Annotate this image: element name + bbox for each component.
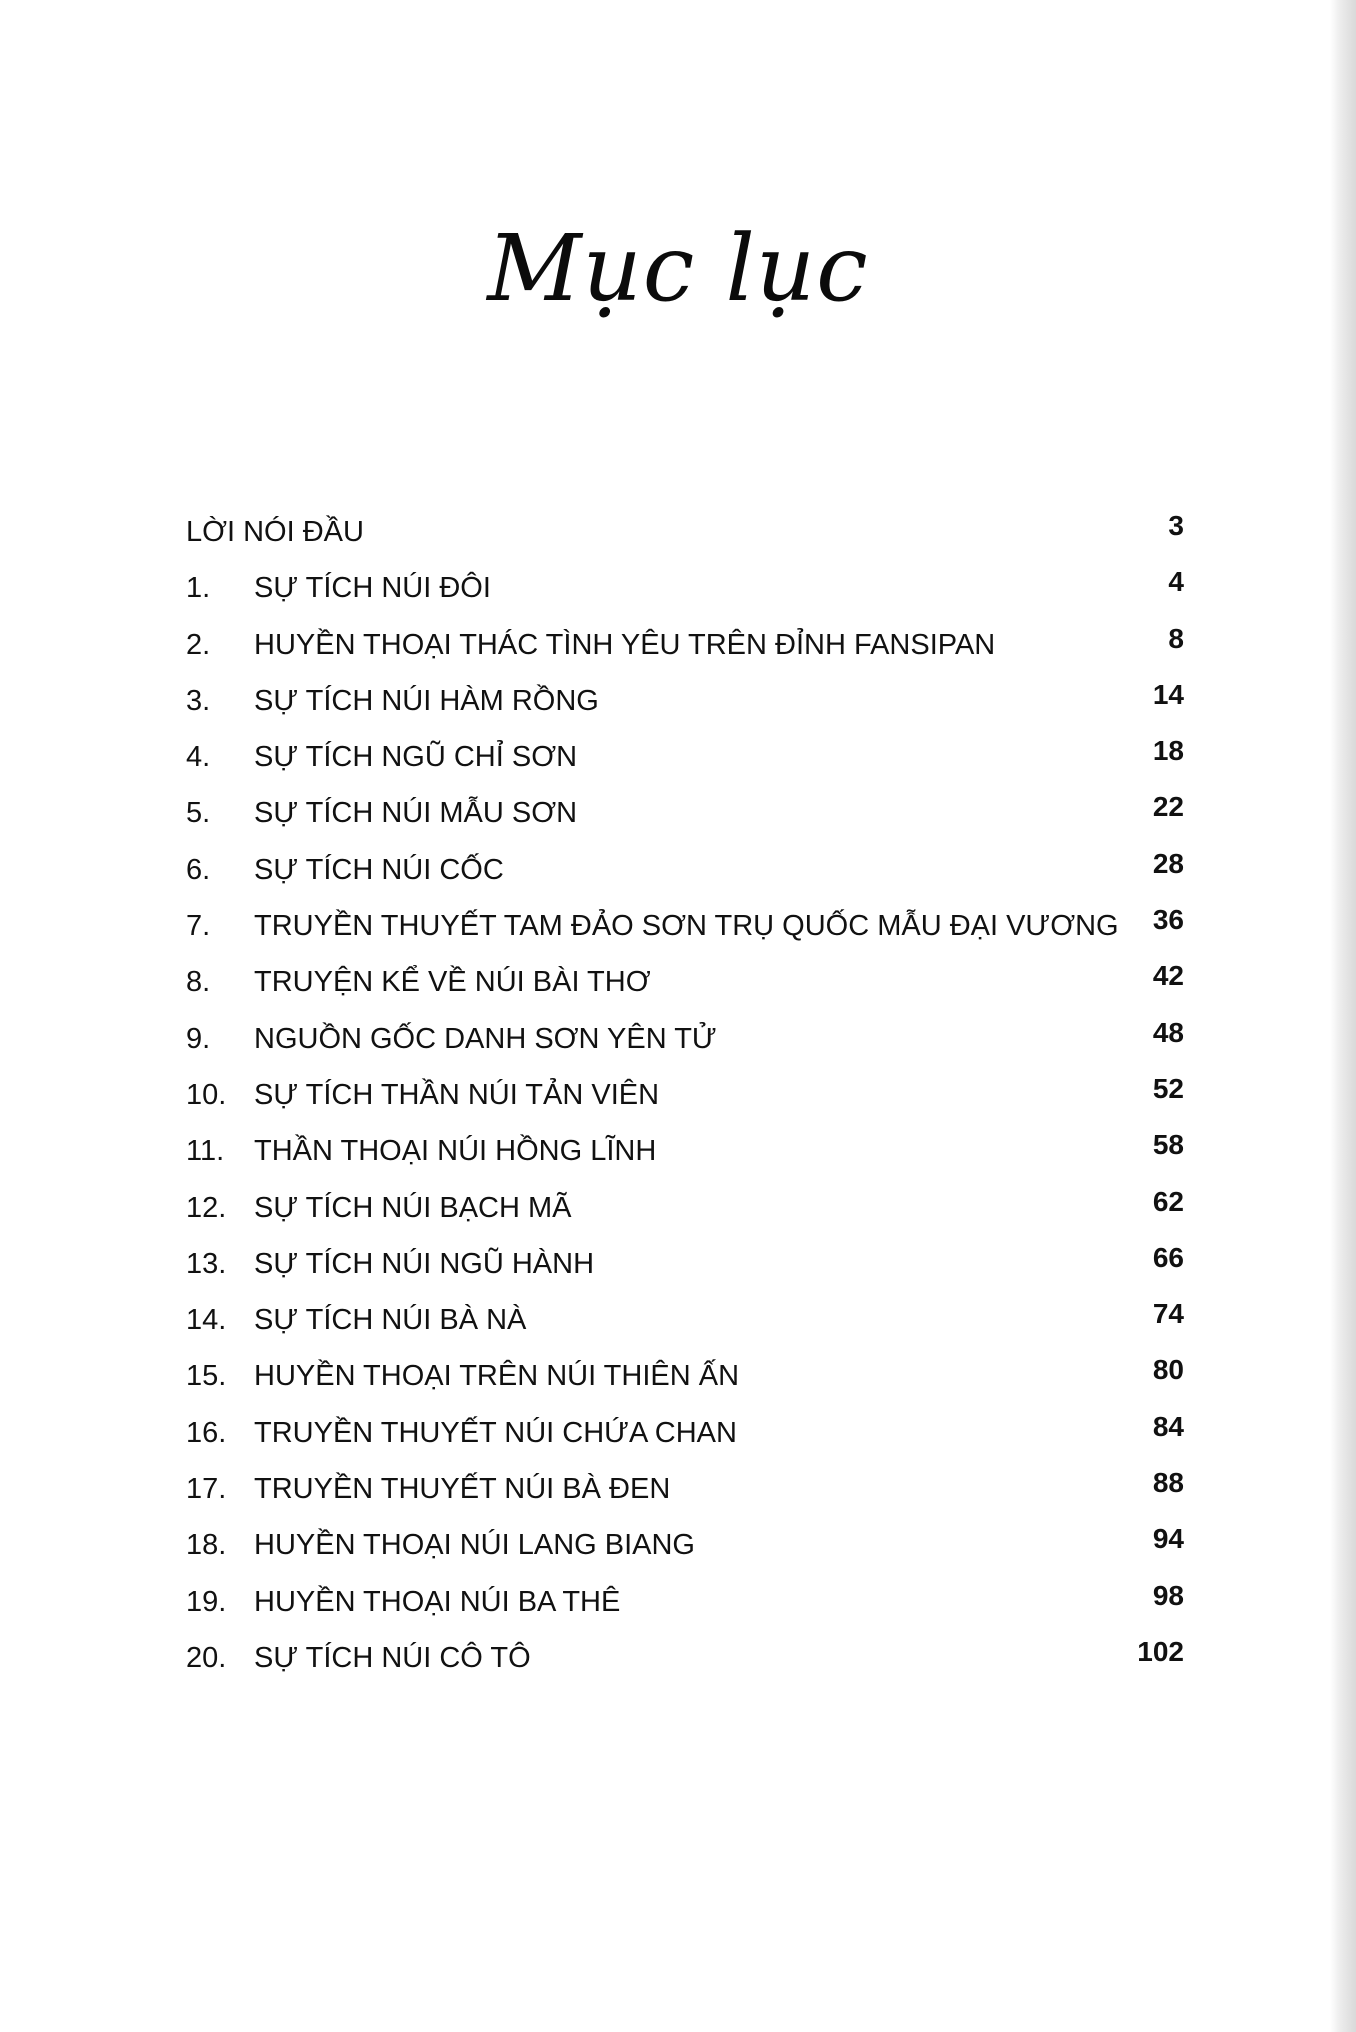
toc-entry-title: HUYỀN THOẠI NÚI BA THÊ (254, 1585, 621, 1618)
toc-entry (186, 667, 1184, 723)
toc-entry-title: SỰ TÍCH NÚI BẠCH MÃ (254, 1191, 572, 1224)
toc-entry-title: HUYỀN THOẠI THÁC TÌNH YÊU TRÊN ĐỈNH FANSIPAN (254, 628, 996, 661)
toc-entry-title: TRUYỀN THUYẾT TAM ĐẢO SƠN TRỤ QUỐC MẪU ĐẠI VƯƠNG (254, 910, 1119, 943)
toc-entry-page: 102 (1137, 1635, 1184, 1667)
toc-entry (186, 1230, 1184, 1286)
toc-entry-number: 15. (186, 1360, 227, 1393)
toc-entry (186, 948, 1184, 1004)
toc-entry-number: 20. (186, 1641, 227, 1674)
toc-entry (186, 1005, 1184, 1061)
toc-entry-number: 5. (186, 797, 211, 830)
toc-entry (186, 892, 1184, 948)
toc-entry (186, 1568, 1184, 1624)
toc-entry-page: 8 (1168, 622, 1184, 654)
toc-entry-page: 66 (1152, 1241, 1184, 1273)
toc-entry-number: 3. (186, 684, 211, 717)
toc-entry-number: 8. (186, 966, 211, 999)
toc-entry-title: LỜI NÓI ĐẦU (186, 516, 364, 548)
toc-entry-number: 13. (186, 1247, 227, 1280)
toc-entry-number: 6. (186, 853, 211, 886)
toc-entry-title: TRUYỆN KỂ VỀ NÚI BÀI THƠ (254, 966, 651, 999)
toc-entry-number: 10. (186, 1078, 227, 1111)
toc-entry-number: 14. (186, 1304, 227, 1337)
toc-entry-number: 16. (186, 1416, 227, 1449)
toc-entry-number: 17. (186, 1473, 227, 1506)
toc-entry-intro (186, 498, 1184, 554)
toc-entry (186, 554, 1184, 610)
page-title: Mục lục (487, 215, 869, 322)
toc-entry (186, 1061, 1184, 1117)
toc-entry-title: TRUYỀN THUYẾT NÚI CHỨA CHAN (254, 1416, 737, 1449)
toc-entry-title: SỰ TÍCH NÚI BÀ NÀ (254, 1304, 527, 1337)
toc-entry-page: 58 (1152, 1129, 1184, 1161)
toc-entry-title: SỰ TÍCH NÚI CỐC (254, 853, 504, 886)
toc-entry (186, 1624, 1184, 1680)
toc-entry-number: 11. (186, 1135, 225, 1168)
toc-entry-page: 80 (1152, 1354, 1184, 1386)
toc-entry-page: 28 (1152, 847, 1184, 879)
toc-entry-title: SỰ TÍCH NÚI CÔ TÔ (254, 1641, 531, 1674)
toc-entry-number: 2. (186, 628, 211, 661)
toc-entry (186, 1342, 1184, 1398)
toc-entry-page: 36 (1152, 904, 1184, 936)
toc-entry-page: 52 (1152, 1072, 1184, 1104)
toc-entry-page: 94 (1152, 1523, 1184, 1555)
toc-entry (186, 1286, 1184, 1342)
toc-entry-page: 98 (1152, 1579, 1184, 1611)
toc-entry (186, 779, 1184, 835)
toc-entry-page: 22 (1152, 791, 1184, 823)
toc-entry-title: SỰ TÍCH THẦN NÚI TẢN VIÊN (254, 1078, 660, 1111)
table-of-contents (186, 498, 1184, 1680)
toc-entry-number: 7. (186, 910, 211, 943)
toc-entry (186, 723, 1184, 779)
toc-entry (186, 1399, 1184, 1455)
toc-entry-title: SỰ TÍCH NÚI MẪU SƠN (254, 797, 578, 830)
toc-entry-number: 9. (186, 1022, 211, 1055)
toc-entry-title: NGUỒN GỐC DANH SƠN YÊN TỬ (254, 1022, 717, 1055)
toc-entry-page: 14 (1152, 678, 1184, 710)
toc-entry-title: SỰ TÍCH NGŨ CHỈ SƠN (254, 741, 578, 774)
toc-entry-title: HUYỀN THOẠI TRÊN NÚI THIÊN ẤN (254, 1360, 740, 1393)
toc-entry (186, 836, 1184, 892)
toc-entry (186, 1511, 1184, 1567)
toc-entry-title: TRUYỀN THUYẾT NÚI BÀ ĐEN (254, 1473, 671, 1506)
toc-entry-number: 4. (186, 741, 211, 774)
toc-entry (186, 1455, 1184, 1511)
toc-entry-page: 3 (1168, 510, 1184, 541)
toc-entry-page: 18 (1152, 735, 1184, 767)
toc-entry-page: 84 (1152, 1410, 1184, 1442)
toc-entry (186, 1117, 1184, 1173)
toc-entry-page: 62 (1152, 1185, 1184, 1217)
toc-entry-number: 19. (186, 1585, 227, 1618)
toc-entry-page: 4 (1168, 566, 1184, 598)
toc-entry-page: 74 (1152, 1298, 1184, 1330)
toc-entry-title: SỰ TÍCH NÚI HÀM RỒNG (254, 684, 599, 717)
toc-entry-page: 88 (1152, 1467, 1184, 1499)
toc-entry (186, 1174, 1184, 1230)
toc-entry-number: 1. (186, 572, 211, 605)
toc-entry (186, 611, 1184, 667)
toc-entry-page: 42 (1152, 960, 1184, 992)
toc-entry-title: HUYỀN THOẠI NÚI LANG BIANG (254, 1529, 695, 1562)
toc-entry-page: 48 (1152, 1016, 1184, 1048)
toc-entry-number: 18. (186, 1529, 227, 1562)
toc-entry-title: THẦN THOẠI NÚI HỒNG LĨNH (254, 1135, 657, 1168)
toc-entry-title: SỰ TÍCH NÚI ĐÔI (254, 572, 491, 605)
toc-entry-number: 12. (186, 1191, 227, 1224)
toc-entry-title: SỰ TÍCH NÚI NGŨ HÀNH (254, 1247, 595, 1280)
